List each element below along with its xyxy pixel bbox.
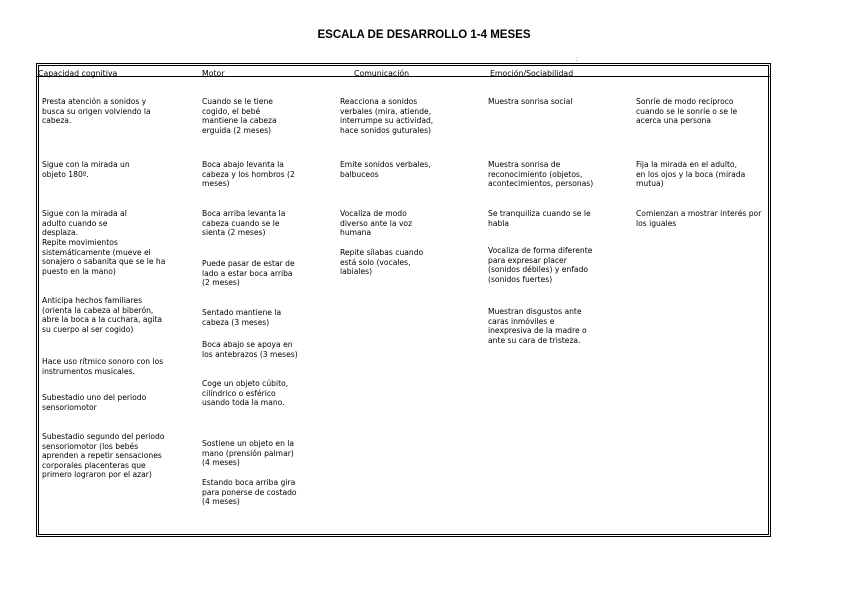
cognitiva-item-5: Anticipa hechos familiares (orienta la cabeza al biberón, abre la boca a la cuchara, agita su cuerpo al ser cogido) (42, 296, 163, 334)
comunicacion-item-2: Emite sonidos verbales, balbuceos (340, 160, 431, 179)
comunicacion-item-3: Vocaliza de modo diverso ante la voz humana (340, 209, 413, 238)
header-cognitiva: Capacidad cognitiva (38, 69, 118, 78)
motor-item-7: Coge un objeto cúbito, cilíndrico o esférico usando toda la mano. (202, 379, 289, 408)
header-emocion: Emoción/Sociabilidad (490, 69, 574, 78)
comunicacion-item-1: Reacciona a sonidos verbales (mira, atiende, interrumpe su actividad, hace sonidos guturales) (340, 97, 434, 135)
cognitiva-item-1: Presta atención a sonidos y busca su origen volviendo la cabeza. (42, 97, 151, 126)
cognitiva-item-6: Hace uso rítmico sonoro con los instrumentos musicales. (42, 357, 164, 376)
motor-item-2: Boca abajo levanta la cabeza y los hombros (2 meses) (202, 160, 295, 189)
header-comunicacion: Comunicación (354, 69, 410, 78)
tick-mark: : (576, 57, 578, 63)
motor-item-4: Puede pasar de estar de lado a estar boca arriba (2 meses) (202, 259, 295, 288)
emocion-item-1: Muestra sonrisa social (488, 97, 573, 106)
cognitiva-item-4: Repite movimientos sistemáticamente (mueve el sonajero o sabanita que se le ha puesto en la mano) (42, 238, 166, 276)
motor-item-1: Cuando se le tiene cogido, el bebé mantiene la cabeza erguida (2 meses) (202, 97, 277, 135)
motor-item-9: Estando boca arriba gira para ponerse de costado (4 meses) (202, 478, 297, 507)
motor-item-6: Boca abajo se apoya en los antebrazos (3 meses) (202, 340, 298, 359)
social-item-1: Sonríe de modo recíproco cuando se le sonríe o se le acerca una persona (636, 97, 738, 126)
motor-item-8: Sostiene un objeto en la mano (prensión palmar) (4 meses) (202, 439, 295, 468)
cognitiva-item-2: Sigue con la mirada un objeto 180º. (42, 160, 130, 179)
motor-item-5: Sentado mantiene la cabeza (3 meses) (202, 308, 282, 327)
emocion-item-2: Muestra sonrisa de reconocimiento (objetos, acontecimientos, personas) (488, 160, 594, 189)
social-item-3: Comienzan a mostrar interés por los iguales (636, 209, 762, 228)
cognitiva-item-7: Subestadio uno del periodo sensoriomotor (42, 393, 147, 412)
cognitiva-item-3: Sigue con la mirada al adulto cuando se desplaza. (42, 209, 127, 238)
header-motor: Motor (202, 69, 225, 78)
emocion-item-3: Se tranquiliza cuando se le habla (488, 209, 591, 228)
motor-item-3: Boca arriba levanta la cabeza cuando se le sienta (2 meses) (202, 209, 286, 238)
emocion-item-4: Vocaliza de forma diferente para expresar placer (sonidos débiles) y enfado (sonidos fuertes) (488, 246, 593, 284)
social-item-2: Fija la mirada en el adulto, en los ojos y la boca (mirada mutua) (636, 160, 746, 189)
document-title: ESCALA DE DESARROLLO 1-4 MESES (317, 29, 531, 41)
cognitiva-item-8: Subestadio segundo del periodo sensoriomotor (los bebés aprenden a repetir sensaciones corporales placenteras que primero lograron por el azar) (42, 432, 165, 480)
comunicacion-item-4: Repite sílabas cuando está solo (vocales, labiales) (340, 248, 424, 277)
emocion-item-5: Muestran disgustos ante caras inmóviles e inexpresiva de la madre o ante su cara de tristeza. (488, 307, 587, 345)
